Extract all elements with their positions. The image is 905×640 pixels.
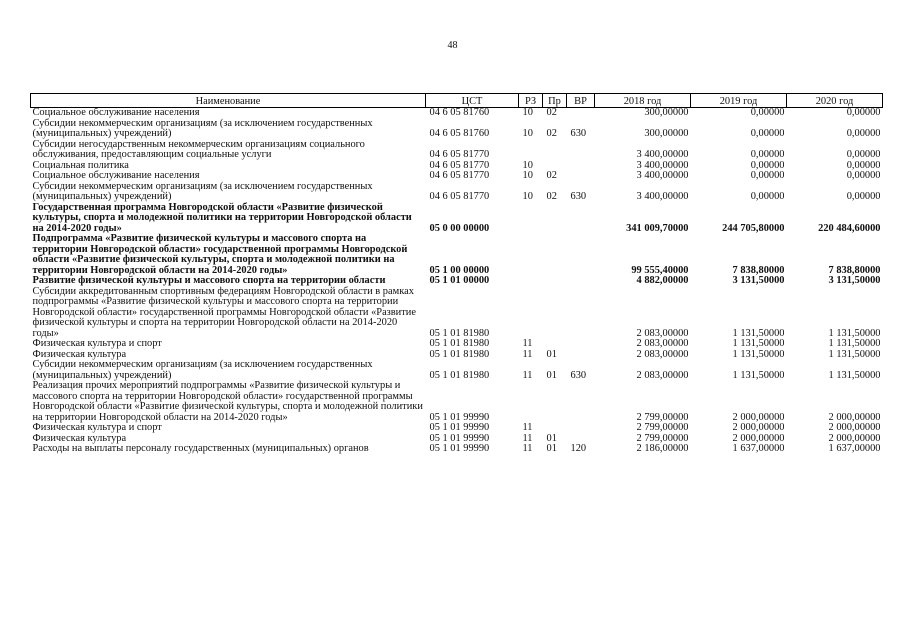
row-rz [519,276,543,287]
row-rz: 11 [522,432,533,444]
row-pr: 02 [546,128,557,139]
table-body [31,108,883,455]
table-row [31,381,883,423]
row-2018: 300,00000 [644,128,689,139]
row-2019: 0,00000 [750,128,785,139]
row-cst: 05 1 00 00000 [429,264,490,276]
row-pr [543,234,567,276]
row-2020: 0,00000 [846,191,881,202]
row-2020: 0,00000 [846,149,881,160]
row-name: Субсидии некоммерческим организациям (за исключением государственных (муниципальных) учреждений) [32,359,373,381]
row-name: Физическая культура и спорт [32,338,162,349]
row-name: Государственная программа Новгородской области «Развитие физической культуры, спорта и молодежной политики на территории Новгородской области на 2014-2020 годы» [32,201,412,234]
row-name: Расходы на выплаты персоналу государственных (муниципальных) органов [32,443,369,454]
row-vr [567,203,595,235]
row-cst: 04 6 05 81760 [429,107,490,118]
table-row [31,423,883,434]
row-rz: 11 [522,348,533,360]
page-number: 48 [447,40,458,51]
row-rz: 11 [522,338,533,349]
row-vr: 630 [570,128,587,139]
row-pr: 02 [546,191,557,202]
row-cst: 04 6 05 81760 [429,128,490,139]
row-2020: 220 484,60000 [818,222,881,234]
row-2019: 1 637,00000 [732,443,785,454]
row-rz: 10 [522,159,533,171]
row-vr [567,140,595,161]
row-2018: 2 799,00000 [636,422,689,433]
row-vr [567,339,595,350]
row-vr [567,350,595,361]
table-row [31,140,883,161]
row-2018: 3 400,00000 [636,191,689,202]
row-2018: 2 083,00000 [636,327,689,339]
table-row [31,234,883,276]
row-name: Социальная политика [32,159,129,171]
row-2018: 2 799,00000 [636,411,689,423]
row-vr [567,108,595,119]
row-2018: 2 799,00000 [636,432,689,444]
row-name: Субсидии некоммерческим организациям (за исключением государственных (муниципальных) учреждений) [32,180,373,202]
row-name: Физическая культура [32,348,127,360]
table-row [31,360,883,381]
row-name: Подпрограмма «Развитие физической культуры и массового спорта на территории Новгородской области» государственной программы Новгородской области «Развитие физической культуры, спорта и молодежной политики на территории Новгородской области на 2014-2020 годы» [32,233,408,276]
row-cst: 05 1 01 00000 [429,275,490,286]
row-2019: 0,00000 [750,107,785,118]
row-2018: 3 400,00000 [636,170,689,181]
row-2020: 0,00000 [846,159,881,171]
row-pr [543,276,567,287]
row-rz: 11 [522,369,533,381]
row-2020: 1 131,50000 [828,327,881,339]
row-pr [543,339,567,350]
row-rz: 11 [522,443,533,454]
row-pr: 01 [546,348,557,360]
row-2019: 2 000,00000 [732,411,785,423]
table-row [31,171,883,182]
row-rz [519,234,543,276]
row-cst: 04 6 05 81770 [429,170,490,181]
row-2019: 7 838,80000 [732,264,785,276]
row-pr [543,203,567,235]
row-pr: 01 [546,443,557,454]
row-name: Субсидии некоммерческим организациям (за исключением государственных (муниципальных) учреждений) [32,117,373,139]
row-2019: 0,00000 [750,149,785,160]
row-2020: 1 131,50000 [828,338,881,349]
row-2019: 3 131,50000 [732,275,785,286]
row-name: Физическая культура [32,432,127,444]
row-name: Социальное обслуживание населения [32,107,200,118]
row-2019: 1 131,50000 [732,338,785,349]
row-2020: 3 131,50000 [828,275,881,286]
row-rz: 10 [522,170,533,181]
table-row [31,182,883,203]
row-vr [567,276,595,287]
row-pr: 01 [546,432,557,444]
row-cst: 05 0 00 00000 [429,222,490,234]
row-pr: 02 [546,107,557,118]
row-rz [519,287,543,340]
header-name: Наименование [31,94,426,108]
header-2018: 2018 год [595,94,691,108]
row-vr [567,287,595,340]
row-cst: 05 1 01 81980 [429,348,490,360]
row-2019: 2 000,00000 [732,422,785,433]
row-2019: 1 131,50000 [732,327,785,339]
row-2018: 2 083,00000 [636,338,689,349]
row-2020: 1 131,50000 [828,369,881,381]
table-row [31,119,883,140]
table-row [31,339,883,350]
row-2018: 300,00000 [644,107,689,118]
row-2019: 1 131,50000 [732,369,785,381]
row-cst: 05 1 01 99990 [429,432,490,444]
row-vr: 120 [570,443,587,454]
budget-table [30,93,883,455]
row-vr [567,171,595,182]
row-2018: 2 083,00000 [636,369,689,381]
header-2019: 2019 год [691,94,787,108]
row-cst: 04 6 05 81770 [429,149,490,160]
row-2020: 0,00000 [846,107,881,118]
table-row [31,108,883,119]
row-name: Реализация прочих мероприятий подпрограммы «Развитие физической культуры и массового спорта на территории Новгородской области» государственной программы Новгородской области «Развитие физической культуры, спорта и молодежной политики на территории Новгородской области на 2014-2020 годы» [32,380,423,423]
row-cst: 05 1 01 81980 [429,338,490,349]
row-2018: 4 882,00000 [636,275,689,286]
row-pr: 01 [546,369,557,381]
row-rz [519,140,543,161]
row-rz: 10 [522,107,533,118]
table-row [31,276,883,287]
row-pr: 02 [546,170,557,181]
row-2019: 0,00000 [750,159,785,171]
row-2020: 7 838,80000 [828,264,881,276]
header-rz: РЗ [519,94,543,108]
row-name: Социальное обслуживание населения [32,170,200,181]
row-2019: 244 705,80000 [722,222,785,234]
header-cst: ЦСТ [426,94,519,108]
row-2018: 99 555,40000 [631,264,689,276]
row-cst: 05 1 01 99990 [429,443,490,454]
row-2018: 2 083,00000 [636,348,689,360]
row-2020: 2 000,00000 [828,432,881,444]
row-vr [567,234,595,276]
table-header-row [31,94,883,108]
row-pr [543,140,567,161]
row-2020: 1 131,50000 [828,348,881,360]
row-cst: 05 1 01 81980 [429,369,490,381]
header-pr: Пр [543,94,567,108]
row-pr [543,287,567,340]
row-cst: 05 1 01 99990 [429,422,490,433]
row-vr [567,381,595,423]
row-2018: 341 009,70000 [626,222,689,234]
row-name: Развитие физической культуры и массового спорта на территории области [32,275,386,286]
row-vr: 630 [570,191,587,202]
row-2019: 2 000,00000 [732,432,785,444]
row-rz: 10 [522,191,533,202]
row-2020: 0,00000 [846,170,881,181]
row-vr [567,161,595,172]
row-vr [567,423,595,434]
row-2019: 0,00000 [750,191,785,202]
row-2019: 1 131,50000 [732,348,785,360]
header-vr: ВР [567,94,595,108]
row-2020: 2 000,00000 [828,411,881,423]
row-2018: 2 186,00000 [636,443,689,454]
row-2020: 0,00000 [846,128,881,139]
row-2018: 3 400,00000 [636,159,689,171]
row-pr [543,381,567,423]
header-2020: 2020 год [787,94,883,108]
row-2018: 3 400,00000 [636,149,689,160]
table-row [31,287,883,340]
row-name: Физическая культура и спорт [32,422,162,433]
row-rz: 10 [522,128,533,139]
row-rz: 11 [522,422,533,433]
row-vr: 630 [570,369,587,381]
row-cst: 05 1 01 99990 [429,411,490,423]
row-rz [519,381,543,423]
row-cst: 04 6 05 81770 [429,159,490,171]
row-name: Субсидии аккредитованным спортивным федерациям Новгородской области в рамках подпрограммы «Развитие физической культуры и массового спорта на территории Новгородской области» государственной программы Новгородской области «Развитие физической культуры и спорта на территории Новгородской области на 2014-2020 годы» [32,285,416,339]
row-2019: 0,00000 [750,170,785,181]
row-name: Субсидии негосударственным некоммерческим организациям социального обслуживания, предоставляющим социальные услуги [32,138,365,160]
row-cst: 04 6 05 81770 [429,191,490,202]
table-row [31,444,883,455]
table-row [31,203,883,235]
row-pr [543,423,567,434]
row-2020: 2 000,00000 [828,422,881,433]
row-cst: 05 1 01 81980 [429,327,490,339]
row-rz [519,203,543,235]
row-2020: 1 637,00000 [828,443,881,454]
